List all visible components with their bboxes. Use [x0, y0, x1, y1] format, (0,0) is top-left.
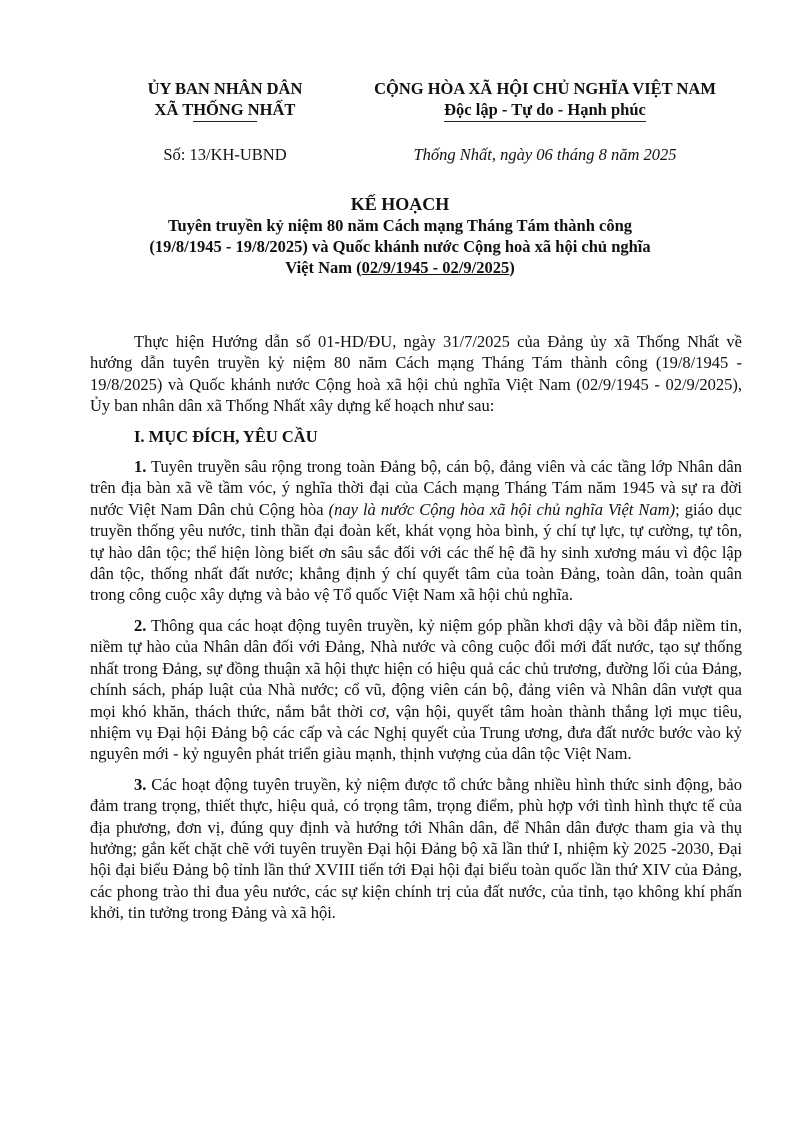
item-number: 1.	[134, 457, 147, 477]
country-name: CỘNG HÒA XÃ HỘI CHỦ NGHĨA VIỆT NAM	[374, 79, 716, 98]
item-text: Thông qua các hoạt động tuyên truyền, kỷ niệm góp phần khơi dậy và bồi đắp niềm tin, niềm tự hào của Nhân dân đối với Đảng, Nhà nước và công cuộc đổi mới đất nước, tạo sự thống nhất trong Đảng, sự đồng thuận xã hội thực hiện có hiệu quả các chủ trương, đường lối của Đảng, chính sách, pháp luật của Nhà nước; cổ vũ, động viên cán bộ, đảng viên và Nhân dân vượt qua mọi khó khăn, thách thức, nắm bắt thời cơ, vận hội, quyết tâm hoàn thành thắng lợi mục tiêu, nhiệm vụ Đại hội Đảng bộ các cấp và các Nghị quyết của Trung ương, đưa đất nước bước vào kỷ nguyên mới - kỷ nguyên phát triển giàu mạnh, thịnh vượng của dân tộc Việt Nam.	[90, 615, 742, 764]
item-number: 3.	[134, 774, 147, 794]
item-text-italic: (nay là nước Cộng hòa xã hội chủ nghĩa Việt Nam)	[328, 499, 676, 519]
subtitle-line-3	[110, 257, 690, 278]
national-motto: Độc lập - Tự do - Hạnh phúc	[444, 100, 646, 119]
org-line-1: ỦY BAN NHÂN DÂN	[147, 79, 303, 98]
subtitle-line-2: (19/8/1945 - 19/8/2025) và Quốc khánh nước Cộng hoà xã hội chủ nghĩa	[149, 237, 651, 256]
item-number: 2.	[134, 615, 147, 635]
subtitle-line-3-start: Việt Nam (	[285, 258, 362, 277]
purpose-item-2	[90, 615, 742, 765]
intro-paragraph: Thực hiện Hướng dẫn số 01-HD/ĐU, ngày 31/7/2025 của Đảng ủy xã Thống Nhất về hướng dẫn tuyên truyền kỷ niệm 80 năm Cách mạng Tháng Tám thành công (19/8/1945 - 19/8/2025) và Quốc khánh nước Cộng hoà xã hội chủ nghĩa Việt Nam (02/9/1945 - 02/9/2025), Ủy ban nhân dân xã Thống Nhất xây dựng kế hoạch như sau:	[90, 332, 742, 416]
purpose-item-3	[90, 774, 742, 924]
document-number: Số: 13/KH-UBND	[163, 145, 287, 164]
org-line-2: XÃ THỐNG NHẤT	[154, 100, 296, 119]
subtitle-date-range: 02/9/1945 - 02/9/2025	[361, 258, 510, 277]
issuing-authority	[130, 78, 320, 120]
section-heading-1: I. MỤC ĐÍCH, YÊU CẦU	[134, 426, 318, 446]
title-main: KẾ HOẠCH	[350, 194, 450, 214]
item-text: ; giáo dục truyền thống yêu nước, tinh thần đại đoàn kết, khát vọng hòa bình, ý chí tự lực, tự cường, tự tôn, tự hào dân tộc; thể hiện lòng biết ơn sâu sắc đối với các thế hệ đã hy sinh xương máu vì độc lập dân tộc, thống nhất đất nước; khẳng định ý chí quyết tâm của toàn Đảng, toàn dân, toàn quân trong công cuộc xây dựng và bảo vệ Tổ quốc Việt Nam xã hội chủ nghĩa.	[90, 499, 742, 605]
national-title	[350, 78, 740, 120]
item-text: Tuyên truyền sâu rộng trong toàn Đảng bộ, cán bộ, đảng viên và các tầng lớp Nhân dân trên địa bàn xã về tầm vóc, ý nghĩa thời đại của Cách mạng Tháng Tám năm 1945 và sự ra đời nước Việt Nam Dân chủ Cộng hòa	[90, 457, 742, 519]
document-title	[110, 193, 690, 278]
subtitle-line-1: Tuyên truyền kỷ niệm 80 năm Cách mạng Tháng Tám thành công	[167, 216, 633, 235]
purpose-item-1	[90, 456, 742, 606]
document-body	[90, 331, 742, 933]
document-date: Thống Nhất, ngày 06 tháng 8 năm 2025	[413, 145, 677, 164]
subtitle-line-3-end: )	[509, 258, 515, 277]
item-text: Các hoạt động tuyên truyền, kỷ niệm được tổ chức bằng nhiều hình thức sinh động, bảo đảm trang trọng, thiết thực, hiệu quả, có trọng tâm, trọng điểm, phù hợp với tình hình thực tế của địa phương, đơn vị, đúng quy định và hướng tới Nhân dân, để Nhân dân được tham gia và thụ hưởng; gắn kết chặt chẽ với tuyên truyền Đại hội Đảng bộ xã lần thứ I, nhiệm kỳ 2025 -2030, Đại hội đại biểu Đảng bộ tỉnh lần thứ XVIII tiến tới Đại hội đại biểu toàn quốc lần thứ XIV của Đảng, các phong trào thi đua yêu nước, các sự kiện chính trị của đất nước, của tỉnh, tạo không khí phấn khởi, tin tưởng trong Đảng và xã hội.	[90, 774, 742, 923]
